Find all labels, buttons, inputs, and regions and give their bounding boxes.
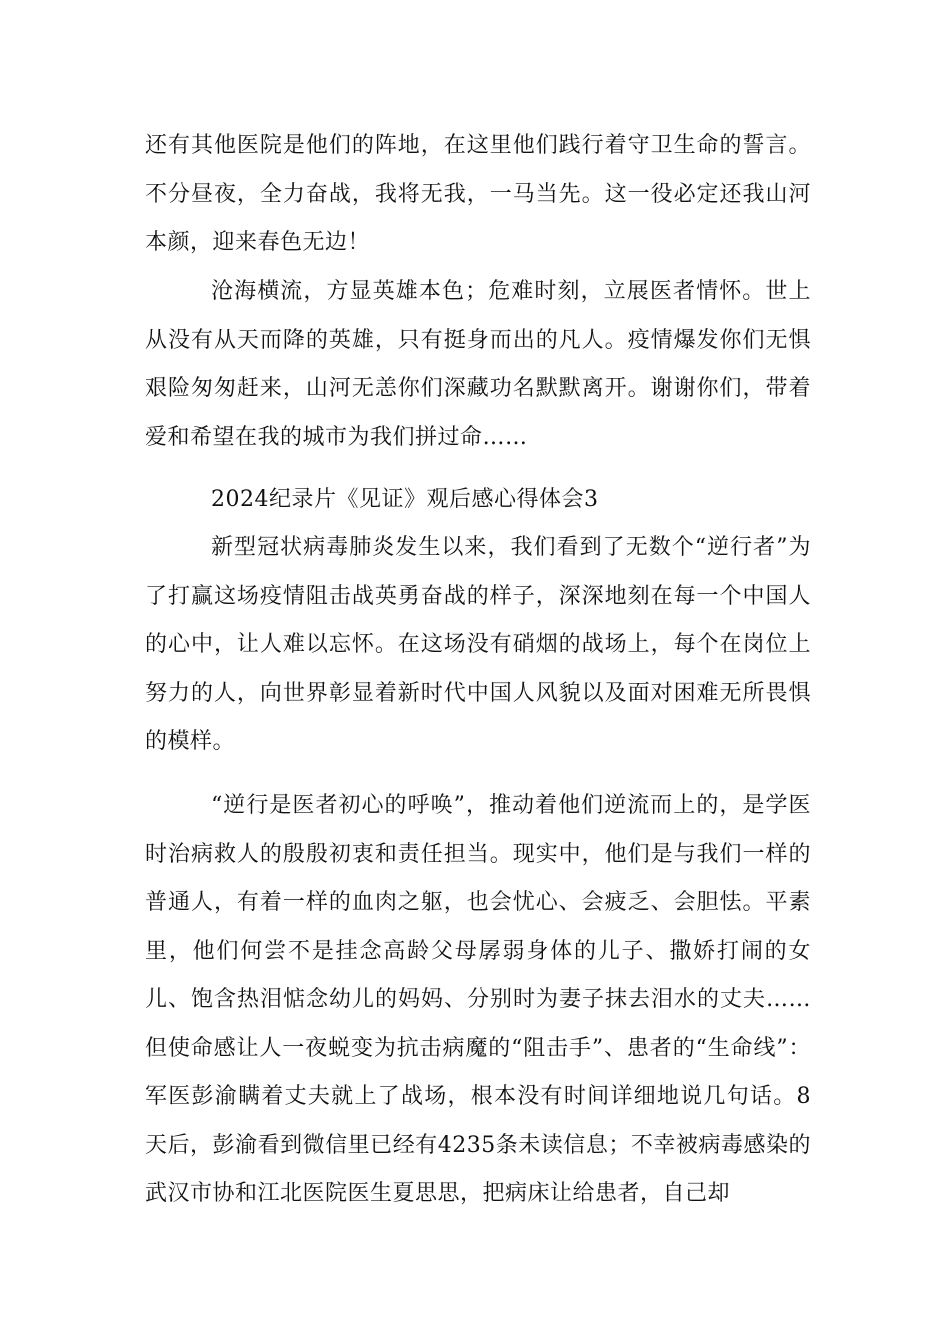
paragraph-continued: 还有其他医院是他们的阵地，在这里他们践行着守卫生命的誓言。不分昼夜，全力奋战，我将无我，一马当先。这一役必定还我山河本颜，迎来春色无边！	[145, 133, 811, 255]
paragraph-intro: 新型冠状病毒肺炎发生以来，我们看到了无数个“逆行者”为了打赢这场疫情阻击战英勇奋战的样子，深深地刻在每一个中国人的心中，让人难以忘怀。在这场没有硝烟的战场上，每个在岗位上努力的人，向世界彰显着新时代中国人风貌以及面对困难无所畏惧的模样。	[145, 535, 811, 754]
paragraph-heroes: 沧海横流，方显英雄本色；危难时刻，立展医者情怀。世上从没有从天而降的英雄，只有挺身而出的凡人。疫情爆发你们无惧艰险匆匆赶来，山河无恙你们深藏功名默默离开。谢谢你们，带着爱和希望在我的城市为我们拼过命……	[145, 279, 811, 450]
paragraph-doctors: “逆行是医者初心的呼唤”，推动着他们逆流而上的，是学医时治病救人的殷殷初衷和责任担当。现实中，他们是与我们一样的普通人，有着一样的血肉之躯，也会忧心、会疲乏、会胆怯。平素里，他们何尝不是挂念高龄父母孱弱身体的儿子、撒娇打闹的女儿、饱含热泪惦念幼儿的妈妈、分别时为妻子抹去泪水的丈夫……但使命感让人一夜蜕变为抗击病魔的“阻击手”、患者的“生命线”：军医彭渝瞒着丈夫就上了战场，根本没有时间详细地说几句话。8天后，彭渝看到微信里已经有4235条未读信息；不幸被病毒感染的武汉市协和江北医院医生夏思思，把病床让给患者，自己却	[145, 793, 811, 1206]
section-heading: 2024纪录片《见证》观后感心得体会3	[211, 487, 599, 512]
